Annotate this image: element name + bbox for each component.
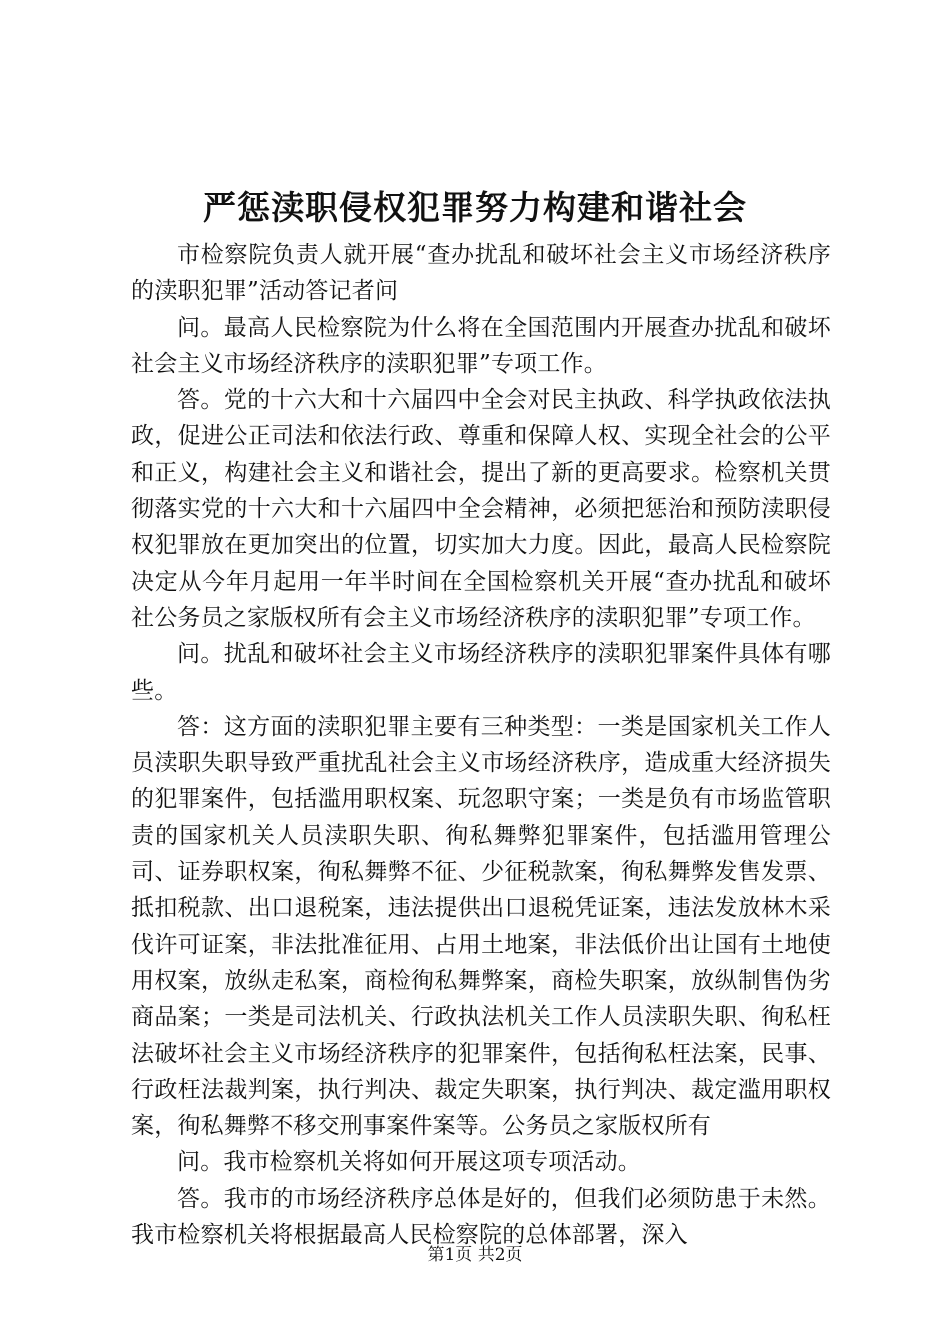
paragraph-intro: 市检察院负责人就开展“查办扰乱和破坏社会主义市场经济秩序的渎职犯罪”活动答记者问	[131, 242, 831, 305]
paragraph-answer-1: 答。党的十六大和十六届四中全会对民主执政、科学执政依法执政，促进公正司法和依法行政、尊重和保障人权、实现全社会的公平和正义，构建社会主义和谐社会，提出了新的更高要求。检察机关贯彻落实党的十六大和十六届四中全会精神，必须把惩治和预防渎职侵权犯罪放在更加突出的位置，切实加大力度。因此，最高人民检察院决定从今年月起用一年半时间在全国检察机关开展“查办扰乱和破坏社公务员之家版权所有会主义市场经济秩序的渎职犯罪”专项工作。	[131, 387, 831, 631]
page-footer: 第1页 共2页	[427, 1245, 523, 1265]
document-body	[131, 237, 831, 1253]
paragraph-question-3: 问。我市检察机关将如何开展这项专项活动。	[177, 1149, 641, 1176]
document-title: 严惩渎职侵权犯罪努力构建和谐社会	[203, 188, 747, 227]
paragraph-answer-2: 答：这方面的渎职犯罪主要有三种类型：一类是国家机关工作人员渎职失职导致严重扰乱社会主义市场经济秩序，造成重大经济损失的犯罪案件，包括滥用职权案、玩忽职守案；一类是负有市场监管职责的国家机关人员渎职失职、徇私舞弊犯罪案件，包括滥用管理公司、证券职权案，徇私舞弊不征、少征税款案，徇私舞弊发售发票、抵扣税款、出口退税案，违法提供出口退税凭证案，违法发放林木采伐许可证案，非法批准征用、占用土地案，非法低价出让国有土地使用权案，放纵走私案，商检徇私舞弊案，商检失职案，放纵制售伪劣商品案；一类是司法机关、行政执法机关工作人员渎职失职、徇私枉法破坏社会主义市场经济秩序的犯罪案件，包括徇私枉法案，民事、行政枉法裁判案，执行判决、裁定失职案，执行判决、裁定滥用职权案，徇私舞弊不移交刑事案件案等。公务员之家版权所有	[131, 713, 831, 1140]
paragraph-question-1: 问。最高人民检察院为什么将在全国范围内开展查办扰乱和破坏社会主义市场经济秩序的渎职犯罪”专项工作。	[131, 314, 831, 377]
paragraph-answer-3: 答。我市的市场经济秩序总体是好的，但我们必须防患于未然。我市检察机关将根据最高人民检察院的总体部署，深入	[131, 1185, 831, 1249]
paragraph-question-2: 问。扰乱和破坏社会主义市场经济秩序的渎职犯罪案件具体有哪些。	[131, 641, 831, 704]
